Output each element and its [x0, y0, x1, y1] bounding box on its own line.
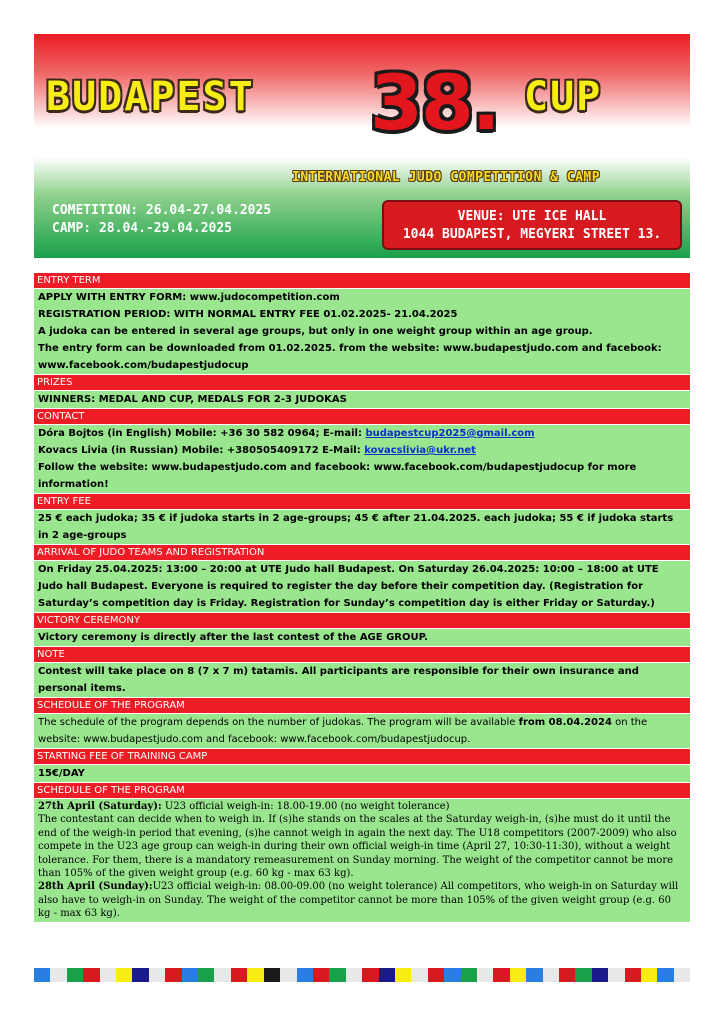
flag-swatch: [297, 968, 313, 982]
flag-swatch: [149, 968, 165, 982]
section-body-schedule: [34, 713, 690, 748]
victory-line: Victory ceremony is directly after the last contest of the AGE GROUP.: [38, 632, 428, 643]
contact-russian: [38, 442, 686, 459]
flag-swatch: [461, 968, 477, 982]
saturday-label: 27th April (Saturday):: [38, 801, 162, 812]
sunday-weighin: [38, 880, 686, 920]
note-line: Contest will take place on 8 (7 x 7 m) tatamis. All participants are responsible for their own insurance and personal items.: [38, 666, 639, 694]
email-link-english[interactable]: budapestcup2025@gmail.com: [365, 428, 535, 439]
contact-english-text: Dóra Bojtos (in English) Mobile: +36 30 582 0964; E-mail:: [38, 428, 366, 439]
flag-swatch: [395, 968, 411, 982]
flag-swatch: [182, 968, 198, 982]
venue-address: 1044 BUDAPEST, MEGYERI STREET 13.: [402, 227, 662, 242]
event-banner: [34, 34, 690, 258]
section-heading-arrival: ARRIVAL OF JUDO TEAMS AND REGISTRATION: [34, 544, 690, 560]
flag-swatch: [543, 968, 559, 982]
section-body-schedule-weighin: [34, 798, 690, 922]
title-budapest: BUDAPEST: [46, 74, 255, 120]
section-heading-prizes: PRIZES: [34, 374, 690, 390]
download-info-line: The entry form can be downloaded from 01.02.2025. from the website: www.budapestjudo.com and facebook: www.facebook.com/budapestjudocup: [38, 343, 662, 371]
flag-swatch: [247, 968, 263, 982]
flag-swatch: [608, 968, 624, 982]
section-heading-schedule: SCHEDULE OF THE PROGRAM: [34, 697, 690, 713]
section-heading-entry-term: ENTRY TERM: [34, 272, 690, 288]
flag-swatch: [559, 968, 575, 982]
entry-form-line: APPLY WITH ENTRY FORM: www.judocompetition.com: [38, 292, 340, 303]
info-table: [34, 272, 690, 968]
schedule-text-a: The schedule of the program depends on the number of judokas. The program will be available: [38, 717, 519, 728]
flag-swatch: [346, 968, 362, 982]
registration-period-line: REGISTRATION PERIOD: WITH NORMAL ENTRY FEE 01.02.2025- 21.04.2025: [38, 309, 458, 320]
flag-swatch: [592, 968, 608, 982]
event-subtitle: INTERNATIONAL JUDO COMPETITION & CAMP: [292, 170, 601, 185]
contact-russian-text: Kovacs Livia (in Russian) Mobile: +380505409172 E-Mail:: [38, 445, 365, 456]
saturday-weighin: [38, 800, 686, 813]
venue-box: [382, 200, 682, 250]
flag-swatch: [641, 968, 657, 982]
section-heading-victory: VICTORY CEREMONY: [34, 612, 690, 628]
flag-swatch: [198, 968, 214, 982]
follow-website-line: Follow the website: www.budapestjudo.com and facebook: www.facebook.com/budapestjudocup for more information!: [38, 462, 637, 490]
schedule-availability: [38, 714, 686, 748]
flag-swatch: [674, 968, 690, 982]
venue-name: VENUE: UTE ICE HALL: [457, 209, 607, 224]
flag-swatch: [165, 968, 181, 982]
flag-swatch: [280, 968, 296, 982]
flag-swatch: [50, 968, 66, 982]
title-edition-number: 38.: [370, 58, 499, 147]
sunday-label: 28th April (Sunday):: [38, 881, 153, 893]
section-body-contact: [34, 424, 690, 493]
section-body-training-fee: [34, 764, 690, 782]
flag-swatch: [444, 968, 460, 982]
section-heading-contact: CONTACT: [34, 408, 690, 424]
section-heading-note: NOTE: [34, 646, 690, 662]
flag-swatch: [83, 968, 99, 982]
schedule-date: from 08.04.2024: [518, 717, 612, 728]
flag-swatch: [428, 968, 444, 982]
section-heading-training-fee: STARTING FEE OF TRAINING CAMP: [34, 748, 690, 764]
schedule-text-b: on the website: www.budapestjudo.com and facebook: www.facebook.com/budapestjudocup.: [38, 717, 648, 745]
flag-swatch: [510, 968, 526, 982]
flag-swatch: [493, 968, 509, 982]
flag-swatch: [575, 968, 591, 982]
competition-dates: COMETITION: 26.04-27.04.2025: [52, 203, 272, 218]
training-fee-line: 15€/DAY: [38, 768, 85, 779]
flag-swatch: [362, 968, 378, 982]
saturday-detail: The contestant can decide when to weigh in. If (s)he stands on the scales at the Saturday weigh-in, (s)he must do it until the end of the weigh-in period that evening, (s)he cannot weigh in again the next day. The U18 competitors (2007-2009) who also compete in the U23 age group can weigh-in during their own official weigh-in time (April 27, 10:30-11:30), without a weight tolerance. For them, there is a mandatory remeasurement on Sunday morning. The weight of the competitor cannot be more than 105% of the given weight group (e.g. 60 kg - max 63 kg).: [38, 814, 677, 880]
sunday-text: U23 official weigh-in: 08.00-09.00 (no weight tolerance) All competitors, who weigh-in on Saturday will also have to weigh-in on Sunday. The weight of the competitor cannot be more than 105% of the given weight group (e.g. 60 kg - max 63 kg).: [38, 881, 679, 920]
event-dates: [52, 202, 271, 238]
flag-swatch: [264, 968, 280, 982]
age-group-rule-line: A judoka can be entered in several age groups, but only in one weight group within an age group.: [38, 326, 593, 337]
flag-swatch: [625, 968, 641, 982]
flag-swatch: [34, 968, 50, 982]
flag-swatch: [411, 968, 427, 982]
prizes-line: WINNERS: MEDAL AND CUP, MEDALS FOR 2-3 JUDOKAS: [38, 394, 347, 405]
contact-english: [38, 425, 686, 442]
flag-swatch: [657, 968, 673, 982]
section-body-note: [34, 662, 690, 697]
section-body-victory: [34, 628, 690, 646]
flag-swatch: [67, 968, 83, 982]
section-body-arrival: [34, 560, 690, 612]
section-body-entry-fee: [34, 509, 690, 544]
flag-swatch: [214, 968, 230, 982]
section-heading-entry-fee: ENTRY FEE: [34, 493, 690, 509]
flag-swatch: [100, 968, 116, 982]
section-heading-schedule-weighin: SCHEDULE OF THE PROGRAM: [34, 782, 690, 798]
section-body-entry-term: [34, 288, 690, 374]
arrival-line: On Friday 25.04.2025: 13:00 – 20:00 at UTE Judo hall Budapest. On Saturday 26.04.2025: 10:00 – 18:00 at UTE Judo hall Budapest. Everyone is required to register the day before their competition day. (Registration for Saturday’s competition day is Friday. Registration for Sunday’s competition day is either Friday or Saturday.): [38, 564, 659, 609]
flag-swatch: [231, 968, 247, 982]
flag-swatch: [132, 968, 148, 982]
section-body-prizes: [34, 390, 690, 408]
entry-fee-line: 25 € each judoka; 35 € if judoka starts in 2 age-groups; 45 € after 21.04.2025. each judoka; 55 € if judoka starts in 2 age-groups: [38, 513, 674, 541]
saturday-text: U23 official weigh-in: 18.00-19.00 (no weight tolerance): [161, 801, 450, 812]
flag-swatch: [116, 968, 132, 982]
flag-swatch: [526, 968, 542, 982]
flag-swatch: [379, 968, 395, 982]
email-link-russian[interactable]: kovacslivia@ukr.net: [364, 445, 476, 456]
flag-swatch: [313, 968, 329, 982]
camp-dates: CAMP: 28.04.-29.04.2025: [52, 221, 233, 236]
flag-swatch: [477, 968, 493, 982]
title-cup: CUP: [524, 74, 603, 120]
flag-strip: [34, 968, 690, 982]
flag-swatch: [329, 968, 345, 982]
